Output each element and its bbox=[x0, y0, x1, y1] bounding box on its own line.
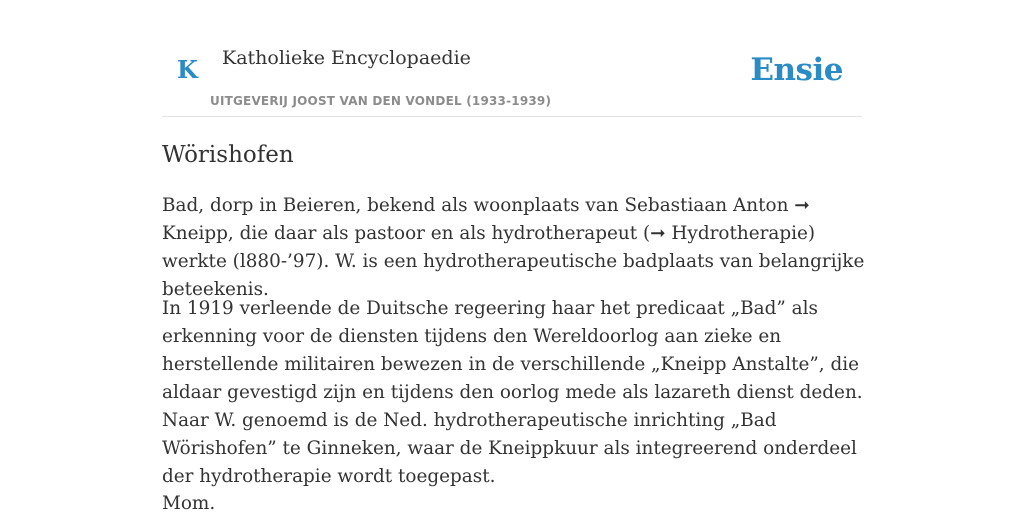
ensie-brand-logo[interactable]: Ensie bbox=[750, 52, 843, 88]
site-header bbox=[162, 0, 862, 117]
encyclopedia-logo[interactable]: K bbox=[177, 55, 198, 84]
publisher-label: UITGEVERIJ JOOST VAN DEN VONDEL (1933-1939) bbox=[210, 94, 552, 108]
article-author: Mom. bbox=[162, 493, 216, 512]
encyclopedia-title[interactable]: Katholieke Encyclopaedie bbox=[222, 47, 471, 69]
article-paragraph-1: Bad, dorp in Beieren, bekend als woonplaats van Sebastiaan Anton ➞ Kneipp, die daar als pastoor en als hydrotherapeut (➞ Hydrotherapie) werkte (l880-’97). W. is een hydrotherapeutische badplaats van belangrijke beteekenis. bbox=[162, 195, 865, 300]
article-title: Wörishofen bbox=[162, 142, 294, 168]
article-paragraph-2: In 1919 verleende de Duitsche regeering haar het predicaat „Bad” als erkenning voor de diensten tijdens den Wereldoorlog aan zieke en herstellende militairen bewezen in de verschillende „Kneipp Anstalte”, die aldaar gevestigd zijn en tijdens den oorlog mede als lazareth dienst deden. Naar W. genoemd is de Ned. hydrotherapeutische inrichting „Bad Wörishofen” te Ginneken, waar de Kneippkuur als integreerend onderdeel der hydrotherapie wordt toegepast. bbox=[162, 298, 863, 487]
page bbox=[162, 0, 865, 512]
